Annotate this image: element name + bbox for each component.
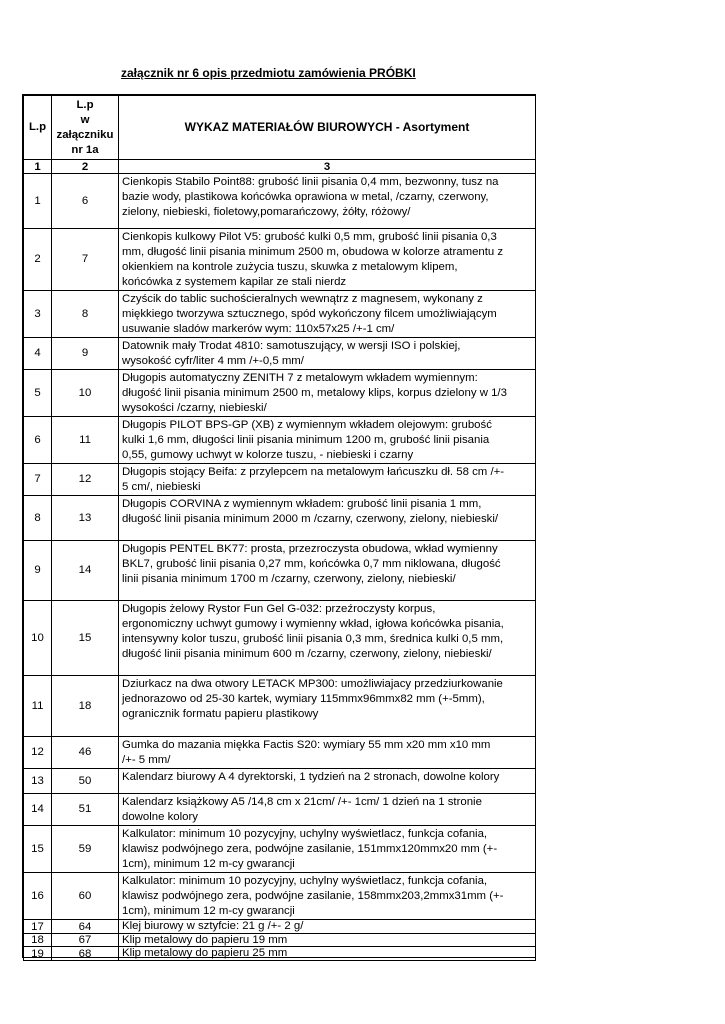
table-row [24,934,536,947]
description-line: dowolne kolory [122,811,198,823]
row-lp-zalacznik: 51 [52,794,119,826]
row-lp-zalacznik: 64 [52,920,119,934]
row-lp: 1 [24,174,52,229]
description-line: Długopis stojący Beifa: z przylepcem na metalowym łańcuszku dł. 58 cm /+- [122,466,505,478]
table-row [24,676,536,737]
description-line: linii pisania minimum 1700 m /czarny, czerwony, zielony, niebieski/ [122,573,456,585]
table-row [24,873,536,920]
row-lp: 11 [24,676,52,737]
description-line: bazie wody, plastikowa końcówka oprawiona w metal, /czarny, czerwony, [122,191,489,203]
row-lp-zalacznik: 50 [52,769,119,794]
row-lp-zalacznik: 67 [52,934,119,947]
description-line: Kalkulator: minimum 10 pozycyjny, uchylny wyświetlacz, funkcja cofania, [122,875,488,887]
description-line: Cienkopis Stabilo Point88: grubość linii pisania 0,4 mm, bezwonny, tusz na [122,176,499,188]
table-row [24,174,536,229]
description-line: Długopis automatyczny ZENITH 7 z metalowym wkładem wymiennym: [122,372,478,384]
description-line: Klip metalowy do papieru 25 mm [122,947,288,959]
description-line: Długopis PENTEL BK77: prosta, przezroczysta obudowa, wkład wymienny [122,543,498,555]
description-line: Kalkulator: minimum 10 pozycyjny, uchylny wyświetlacz, funkcja cofania, [122,828,488,840]
row-description [119,417,536,464]
header-lp-zalacznik-line: załączniku [56,128,114,141]
row-lp: 16 [24,873,52,920]
description-line: kulki 1,6 mm, długości linii pisania minimum 1200 m, grubość linii pisania [122,434,490,446]
description-line: wysokości /czarny, niebieski/ [122,402,267,414]
description-line: klawisz podwójnego zera, podwójne zasilanie, 151mmx120mmx20 mm (+- [122,843,498,855]
description-line: mm, długość linii pisania minimum 2500 m, obudowa w kolorze atramentu z [122,246,504,258]
table-row [24,826,536,873]
row-description [119,174,536,229]
description-line: intensywny kolor tuszu, grubość linii pisania 0,3 mm, średnica kulki 0,5 mm, [122,633,504,645]
description-line: Gumka do mazania miękka Factis S20: wymiary 55 mm x20 mm x10 mm [122,739,491,751]
header-lp-zalacznik-line: L.p [76,98,94,111]
description-line: Czyścik do tablic suchościeralnych wewnątrz z magnesem, wykonany z [122,293,483,305]
table-row [24,601,536,676]
description-line: ogranicznik formatu papieru plastikowy [122,708,319,720]
row-lp: 10 [24,601,52,676]
row-description [119,601,536,676]
row-description [119,676,536,737]
description-line: /+- 5 mm/ [122,754,171,766]
row-description [119,229,536,291]
table-row [24,370,536,417]
row-lp-zalacznik: 14 [52,541,119,601]
table-row [24,496,536,541]
row-description [119,920,536,934]
description-line: okienkiem na kontrole zużycia tuszu, skuwka z metalowym klipem, [122,261,458,273]
row-lp-zalacznik: 8 [52,291,119,338]
row-description [119,541,536,601]
description-line: długość linii pisania minimum 2500 m, metalowy klips, korpus dzielony w 1/3 [122,387,507,399]
description-line: BKL7, grubość linii pisania 0,27 mm, końcówka 0,7 mm niklowana, długość [122,558,501,570]
row-description [119,464,536,496]
description-line: wysokość cyfr/liter 4 mm /+-0,5 mm/ [122,355,304,367]
table-row [24,794,536,826]
row-lp: 15 [24,826,52,873]
row-description [119,873,536,920]
description-line: usuwanie sladów markerów wym: 110x57x25 /+-1 cm/ [122,323,395,335]
row-description [119,370,536,417]
page-title: załącznik nr 6 opis przedmiotu zamówienia PRÓBKI [121,66,416,80]
row-description [119,496,536,541]
row-lp-zalacznik: 10 [52,370,119,417]
header-lp: L.p [24,96,52,160]
row-lp: 13 [24,769,52,794]
table-row [24,291,536,338]
description-line: długość linii pisania minimum 2000 m /czarny, czerwony, zielony, niebieski/ [122,513,499,525]
row-lp: 5 [24,370,52,417]
description-line: długość linii pisania minimum 600 m /czarny, czerwony, zielony, niebieski/ [122,648,492,660]
row-lp-zalacznik: 12 [52,464,119,496]
row-lp: 12 [24,737,52,769]
row-lp-zalacznik: 46 [52,737,119,769]
row-lp-zalacznik: 59 [52,826,119,873]
row-description [119,291,536,338]
row-lp-zalacznik: 68 [52,947,119,961]
row-description [119,826,536,873]
description-line: Klej biurowy w sztyfcie: 21 g /+- 2 g/ [122,920,304,932]
row-lp: 17 [24,920,52,934]
description-line: ergonomiczny uchwyt gumowy i wymienny wkład, igłowa końcówka pisania, [122,618,504,630]
row-lp-zalacznik: 13 [52,496,119,541]
row-lp: 14 [24,794,52,826]
row-lp: 7 [24,464,52,496]
row-lp-zalacznik: 11 [52,417,119,464]
table-row [24,737,536,769]
table-row [24,338,536,370]
column-number: 2 [52,160,119,174]
table-row [24,920,536,934]
table-header-row [24,96,536,160]
row-description [119,794,536,826]
description-line: klawisz podwójnego zera, podwójne zasilanie, 158mmx203,2mmx31mm (+- [122,890,504,902]
description-line: końcówka z systemem kapilar ze stali nierdz [122,276,347,288]
header-lp-zalacznik [52,96,119,160]
row-lp-zalacznik: 15 [52,601,119,676]
row-lp: 9 [24,541,52,601]
table-row [24,417,536,464]
row-description [119,947,536,961]
row-lp-zalacznik: 9 [52,338,119,370]
description-line: Dziurkacz na dwa otwory LETACK MP300: umożliwiajacy przedziurkowanie [122,678,503,690]
description-line: jednorazowo od 25-30 kartek, wymiary 115mmx96mmx82 mm (+-5mm), [122,693,485,705]
table-row [24,541,536,601]
description-line: 5 cm/, niebieski [122,481,201,493]
description-line: Cienkopis kulkowy Pilot V5: grubość kulki 0,5 mm, grubość linii pisania 0,3 [122,231,497,243]
description-line: Kalendarz biurowy A 4 dyrektorski, 1 tydzień na 2 stronach, dowolne kolory [122,771,500,783]
table-row [24,229,536,291]
row-description [119,769,536,794]
column-number-row [24,160,536,174]
description-line: miękkiego tworzywa sztucznego, spód wykończony filcem umożliwiającym [122,308,497,320]
description-line: Kalendarz książkowy A5 /14,8 cm x 21cm/ /+- 1cm/ 1 dzień na 1 stronie [122,796,482,808]
row-lp: 6 [24,417,52,464]
table-row [24,464,536,496]
column-number: 3 [119,160,536,174]
row-lp: 18 [24,934,52,947]
row-lp: 2 [24,229,52,291]
description-line: 1cm), minimum 12 m-cy gwarancji [122,858,295,870]
row-lp: 3 [24,291,52,338]
row-lp-zalacznik: 60 [52,873,119,920]
row-description [119,737,536,769]
description-line: 1cm), minimum 12 m-cy gwarancji [122,905,295,917]
header-asortyment: WYKAZ MATERIAŁÓW BIUROWYCH - Asortyment [119,96,536,160]
row-description [119,338,536,370]
table-row [24,947,536,961]
description-line: zielony, niebieski, fioletowy,pomarańczowy, żółty, różowy/ [122,206,411,218]
row-lp: 19 [24,947,52,961]
row-lp-zalacznik: 6 [52,174,119,229]
description-line: Długopis PILOT BPS-GP (XB) z wymiennym wkładem olejowym: grubość [122,419,492,431]
row-description [119,934,536,947]
description-line: Długopis żelowy Rystor Fun Gel G-032: przeźroczysty korpus, [122,603,436,615]
description-line: Długopis CORVINA z wymiennym wkładem: grubość linii pisania 1 mm, [122,498,482,510]
column-number: 1 [24,160,52,174]
table-row [24,769,536,794]
header-lp-zalacznik-line: nr 1a [71,143,99,156]
header-lp-zalacznik-line: w [80,113,90,126]
row-lp-zalacznik: 7 [52,229,119,291]
materials-table [23,95,536,961]
row-lp: 4 [24,338,52,370]
row-lp: 8 [24,496,52,541]
description-line: 0,55, gumowy uchwyt w kolorze tuszu, - niebieski i czarny [122,449,414,461]
description-line: Datownik mały Trodat 4810: samotuszujący, w wersji ISO i polskiej, [122,340,461,352]
description-line: Klip metalowy do papieru 19 mm [122,934,288,946]
row-lp-zalacznik: 18 [52,676,119,737]
